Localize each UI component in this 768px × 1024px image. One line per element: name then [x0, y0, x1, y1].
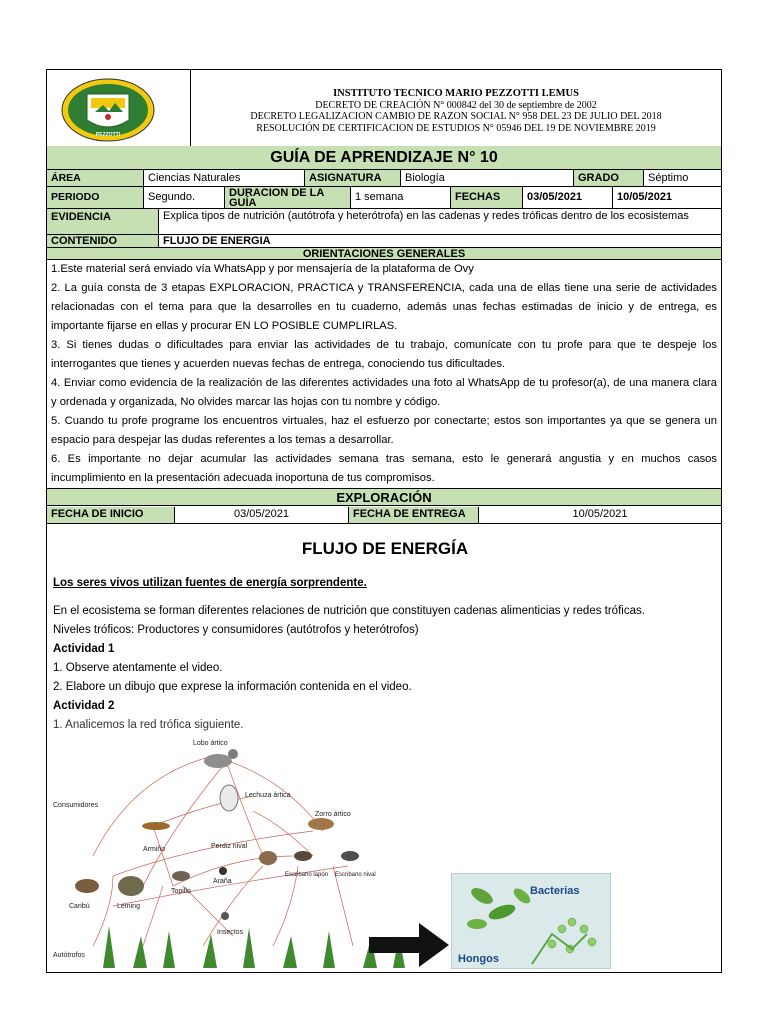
label-topillo: Topillo	[171, 888, 191, 895]
content-label: CONTENIDO	[47, 235, 159, 247]
lemming-icon	[118, 876, 144, 896]
decomposers-image	[451, 873, 611, 969]
ptarmigan-icon	[259, 851, 277, 865]
label-leming: Leming	[117, 903, 140, 910]
institute-logo	[47, 70, 190, 146]
label-escribano-nival: Escribano nival	[335, 872, 376, 878]
subject-label: ASIGNATURA	[305, 170, 401, 186]
area-value: Ciencias Naturales	[144, 170, 305, 186]
exploration-title: EXPLORACIÓN	[47, 488, 721, 506]
fungi-label: Hongos	[458, 953, 499, 965]
end-date-value: 10/05/2021	[572, 508, 628, 520]
activity-2-title: Actividad 2	[53, 700, 115, 712]
label-lechuza: Lechuza ártica	[245, 792, 291, 799]
wolf-icon	[204, 749, 238, 768]
bacteria-label: Bacterias	[530, 885, 580, 897]
period-row	[47, 187, 721, 209]
orientation-item: 4. Enviar como evidencia de la realización de las diferentes actividades una foto al WhatsApp de tu profesor(a), de una manera clara y ordenada y organizada, No olvides marcar las hojas con tu nombre y código.	[51, 377, 717, 408]
exploration-dates-row	[47, 507, 721, 524]
label-zorro: Zorro ártico	[315, 811, 351, 818]
orientation-item: 6. Es importante no dejar acumular las actividades semana tras semana, esto le generará angustia y en muchos casos incumplimiento en la presentación adecuada inoportuna de tus compromisos.	[51, 453, 717, 484]
label-autotrofos: Autótrofos	[53, 952, 85, 959]
area-row	[47, 170, 721, 187]
subject-value: Biología	[401, 170, 574, 186]
grade-label: GRADO	[574, 170, 644, 186]
decree-line-3: RESOLUCIÓN DE CERTIFICACION DE ESTUDIOS N° 05946 DEL 19 DE NOVIEMBRE 2019	[256, 122, 656, 134]
orientation-item: 3. Si tienes dudas o dificultades para enviar las actividades de tu trabajo, comunícate con tu profe para que te despeje los interrogantes que tienes y acuerden nuevas fechas de entrega, conociendo tus dificultades.	[51, 339, 717, 370]
orientations-title: ORIENTACIONES GENERALES	[47, 248, 721, 260]
area-label: ÁREA	[47, 170, 144, 186]
fox-icon	[308, 818, 334, 830]
evidence-label: EVIDENCIA	[47, 209, 159, 234]
content-value: FLUJO DE ENERGIA	[163, 235, 271, 247]
label-caribu: Caribú	[69, 903, 90, 910]
duration-value: 1 semana	[351, 187, 451, 208]
label-armino: Armiño	[143, 846, 166, 853]
guide-title: GUÍA DE APRENDIZAJE N° 10	[47, 146, 721, 170]
institution-header	[47, 70, 721, 147]
start-date-value: 03/05/2021	[175, 507, 349, 523]
snow-bunting-icon	[341, 851, 359, 861]
label-arana: Araña	[213, 878, 232, 885]
caribou-icon	[75, 879, 99, 893]
date-start: 03/05/2021	[523, 187, 613, 208]
paragraph-1: En el ecosistema se forman diferentes relaciones de nutrición que constituyen cadenas alimenticias y redes tróficas.	[53, 605, 645, 617]
bacteria-fungi-icon	[452, 874, 610, 968]
orientation-item: 5. Cuando tu profe programe los encuentros virtuales, haz el esfuerzo por conectarte; estos son importantes ya que se genera un espacio para despejar las dudas referentes a los temas a desarrollar.	[51, 415, 717, 446]
ermine-icon	[142, 822, 170, 830]
label-perdiz: Perdiz nival	[211, 843, 248, 850]
document-page	[46, 69, 722, 973]
label-lobo: Lobo ártico	[193, 740, 228, 747]
period-label: PERIODO	[47, 187, 144, 208]
duration-label: DURACION DE LA GUÍA	[225, 187, 351, 208]
activity-1-item-2: 2. Elabore un dibujo que exprese la información contenida en el video.	[53, 681, 412, 693]
header-text	[191, 88, 721, 134]
activity-1-item-1: 1. Observe atentamente el video.	[53, 662, 223, 674]
lapland-bunting-icon	[294, 851, 312, 861]
orientation-item: 1.Este material será enviado vía WhatsApp y por mensajería de la plataforma de Ovy	[51, 263, 474, 275]
spider-icon	[219, 867, 227, 875]
date-end: 10/05/2021	[617, 191, 673, 203]
evidence-row	[47, 209, 721, 235]
lesson-subheading: Los seres vivos utilizan fuentes de energía sorprendente.	[53, 577, 367, 589]
orientation-item: 2. La guía consta de 3 etapas EXPLORACION, PRACTICA y TRANSFERENCIA, cada una de ellas tiene una serie de actividades relacionadas con el tema para que la desarrolles en tu cuaderno, además unas fechas estimadas de inicio y de entrega, es importante fijarse en ellas y procurar EN LO POSIBLE CUMPLIRLAS.	[51, 282, 717, 332]
vole-icon	[172, 871, 190, 881]
plants-icon	[103, 926, 405, 968]
start-date-label: FECHA DE INICIO	[47, 507, 175, 523]
logo-cell	[47, 70, 191, 146]
activity-2-item-1: 1. Analicemos la red trófica siguiente.	[53, 719, 244, 731]
label-escribano-lapon: Escribano lapón	[285, 872, 329, 878]
decree-line-2: DECRETO LEGALIZACION CAMBIO DE RAZON SOCIAL N° 958 DEL 23 DE JULIO DEL 2018	[250, 111, 662, 122]
content-row	[47, 235, 721, 248]
arrow-icon	[369, 923, 449, 967]
label-insectos: Insectos	[217, 929, 244, 936]
paragraph-2: Niveles tróficos: Productores y consumidores (autótrofos y heterótrofos)	[53, 624, 419, 636]
institute-name: INSTITUTO TECNICO MARIO PEZZOTTI LEMUS	[333, 88, 579, 99]
grade-value: Séptimo	[648, 172, 689, 184]
decree-line-1: DECRETO DE CREACIÓN N° 000842 del 30 de septiembre de 2002	[315, 99, 597, 111]
insects-icon	[221, 912, 229, 920]
activity-1-title: Actividad 1	[53, 643, 115, 655]
lesson-heading: FLUJO DE ENERGÍA	[301, 539, 469, 558]
period-value: Segundo.	[144, 187, 225, 208]
logo-text: PEZZOTTI	[95, 132, 121, 138]
food-web-diagram	[53, 736, 411, 968]
orientations-list	[51, 260, 717, 488]
label-consumidores: Consumidores	[53, 802, 99, 809]
end-date-label: FECHA DE ENTREGA	[349, 507, 479, 523]
dates-label: FECHAS	[451, 187, 523, 208]
evidence-value: Explica tipos de nutrición (autótrofa y heterótrofa) en las cadenas y redes tróficas dentro de los ecosistemas	[163, 210, 689, 222]
owl-icon	[220, 785, 238, 811]
